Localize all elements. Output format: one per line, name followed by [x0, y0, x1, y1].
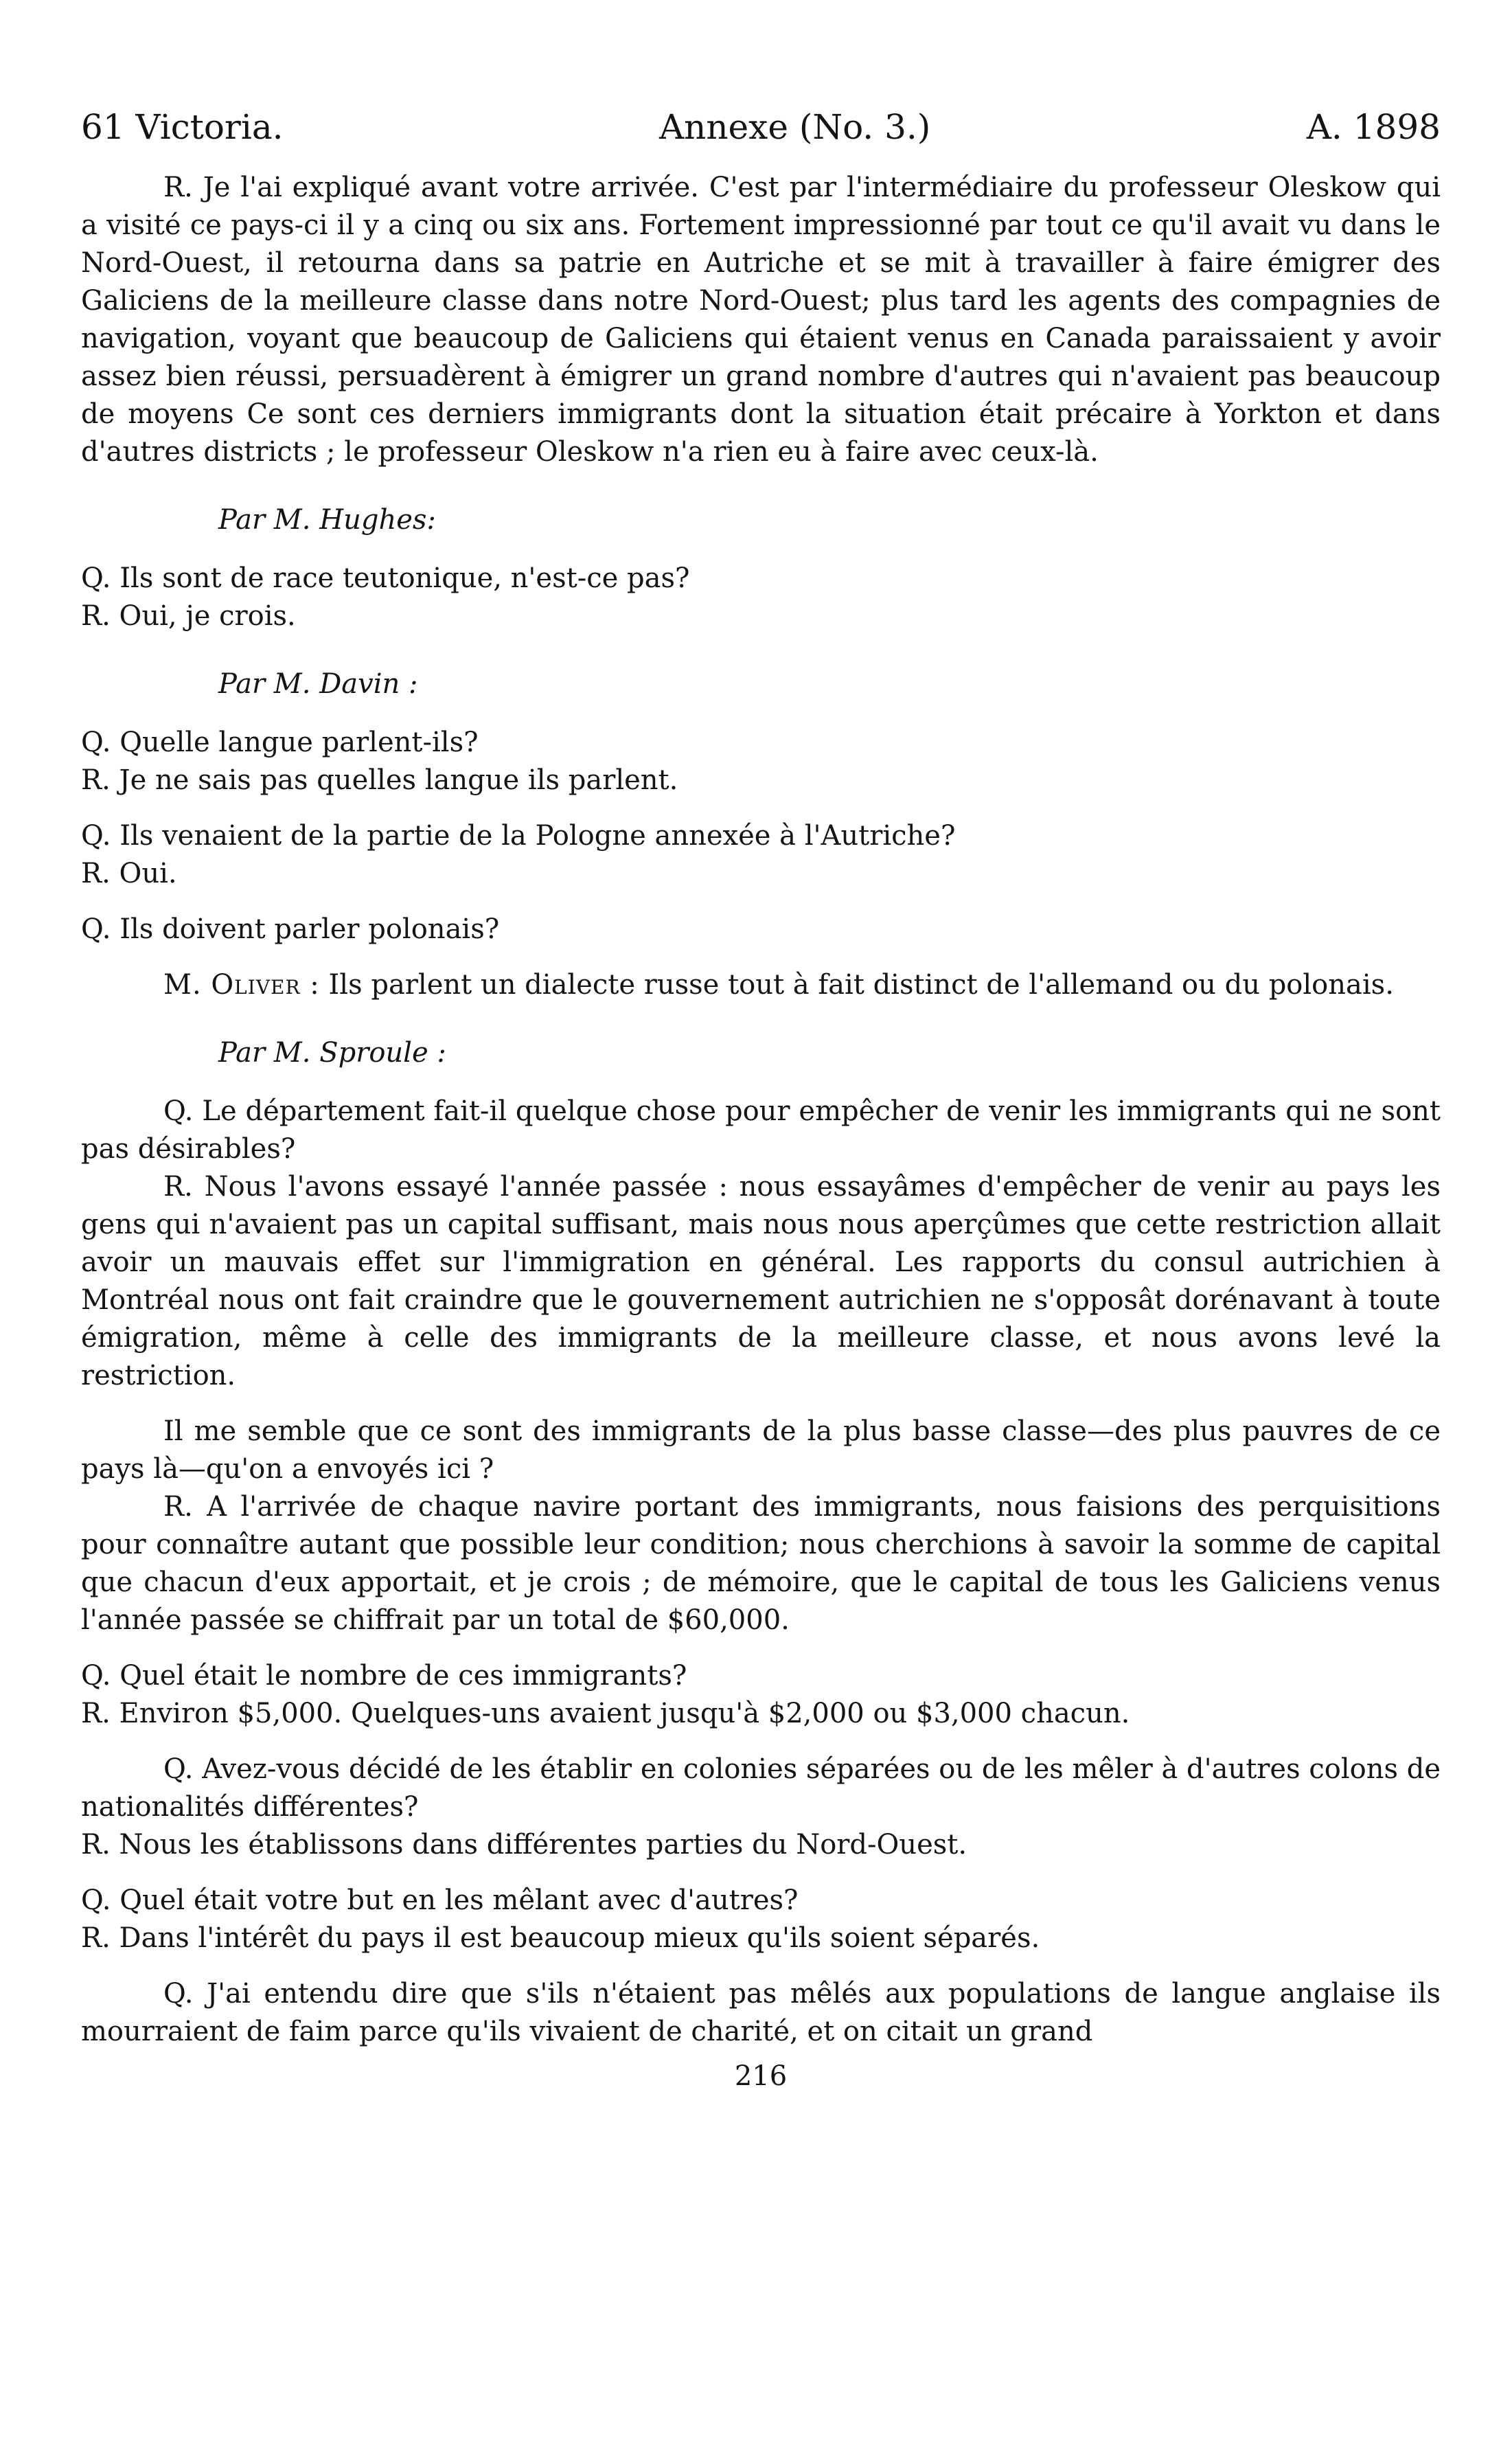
speaker-davin: Par M. Davin : — [218, 668, 418, 700]
question-polonais: Q. Ils doivent parler polonais? — [81, 913, 500, 945]
oliver-text: Ils parlent un dialecte russe tout à fait distinct de l'allemand ou du polonais. — [328, 969, 1394, 1001]
question-faim: Q. J'ai entendu dire que s'ils n'étaient pas mêlés aux populations de langue anglaise ils mourraient de faim parce qu'ils vivaient de charité, et on citait un grand — [81, 1978, 1441, 2047]
question-langue: Q. Quelle langue parlent-ils? — [81, 727, 479, 758]
answer-interet: R. Dans l'intérêt du pays il est beaucoup mieux qu'ils soient séparés. — [81, 1922, 1040, 1954]
speaker-hughes: Par M. Hughes: — [218, 504, 436, 536]
header-volume: 61 Victoria. — [81, 107, 284, 147]
answer-crois: R. Oui, je crois. — [81, 600, 296, 632]
speaker-sproule: Par M. Sproule : — [218, 1037, 446, 1069]
question-pologne: Q. Ils venaient de la partie de la Pologne annexée à l'Autriche? — [81, 820, 956, 852]
answer-oui: R. Oui. — [81, 858, 177, 889]
header-year: A. 1898 — [1306, 107, 1441, 147]
running-header — [81, 103, 1441, 169]
answer-navire: R. A l'arrivée de chaque navire portant des immigrants, nous faisions des perquisitions pour connaître autant que possible leur condition; nous cherchions à savoir la somme de capital que chacun d'eux apportait, et je crois ; de mémoire, que le capital de tous les Galiciens venus l'année passée se chiffrait par un total de $60,000. — [81, 1491, 1441, 1636]
oliver-label: M. Oliver : — [163, 969, 320, 1001]
answer-nombre: R. Environ $5,000. Quelques-uns avaient jusqu'à $2,000 ou $3,000 chacun. — [81, 1698, 1130, 1729]
question-but: Q. Quel était votre but en les mêlant avec d'autres? — [81, 1885, 799, 1916]
document-page — [81, 103, 1441, 2438]
page-number: 216 — [734, 2060, 788, 2092]
answer-oleskow: R. Je l'ai expliqué avant votre arrivée. C'est par l'intermédiaire du professeur Oleskow qui a visité ce pays-ci il y a cinq ou six ans. Fortement impressionné par tout ce qu'il avait vu dans le Nord-Ouest, il retourna dans sa patrie en Autriche et se mit à travailler à faire émigrer des Galiciens de la meilleure classe dans notre Nord-Ouest; plus tard les agents des compagnies de navigation, voyant que beaucoup de Galiciens qui étaient venus en Canada paraissaient y avoir assez bien réussi, persuadèrent à émigrer un grand nombre d'autres qui n'avaient pas beaucoup de moyens Ce sont ces derniers immigrants dont la situation était précaire à Yorkton et dans d'autres districts ; le professeur Oleskow n'a rien eu à faire avec ceux-là. — [81, 172, 1441, 468]
answer-annee-passee: R. Nous l'avons essayé l'année passée : nous essayâmes d'empêcher de venir au pays les gens qui n'avaient pas un capital suffisant, mais nous nous aperçûmes que cette restriction allait avoir un mauvais effet sur l'immigration en général. Les rapports du consul autrichien à Montréal nous ont fait craindre que le gouvernement autrichien ne s'opposât dorénavant à toute émigration, même à celle des immigrants de la meilleure classe, et nous avons levé la restriction. — [81, 1171, 1441, 1391]
header-annex: Annexe (No. 3.) — [659, 107, 931, 147]
question-basse-classe: Il me semble que ce sont des immigrants de la plus basse classe—des plus pauvres de ce pays là—qu'on a envoyés ici ? — [81, 1415, 1441, 1485]
question-nombre: Q. Quel était le nombre de ces immigrants? — [81, 1660, 687, 1692]
answer-etablissons: R. Nous les établissons dans différentes parties du Nord-Ouest. — [81, 1829, 967, 1860]
question-colonies: Q. Avez-vous décidé de les établir en colonies séparées ou de les mêler à d'autres colons de nationalités différentes? — [81, 1753, 1441, 1823]
question-teutonique: Q. Ils sont de race teutonique, n'est-ce pas? — [81, 562, 690, 594]
question-departement: Q. Le département fait-il quelque chose pour empêcher de venir les immigrants qui ne sont pas désirables? — [81, 1095, 1441, 1165]
answer-langue: R. Je ne sais pas quelles langue ils parlent. — [81, 764, 678, 796]
oliver-remark — [81, 966, 1441, 1004]
